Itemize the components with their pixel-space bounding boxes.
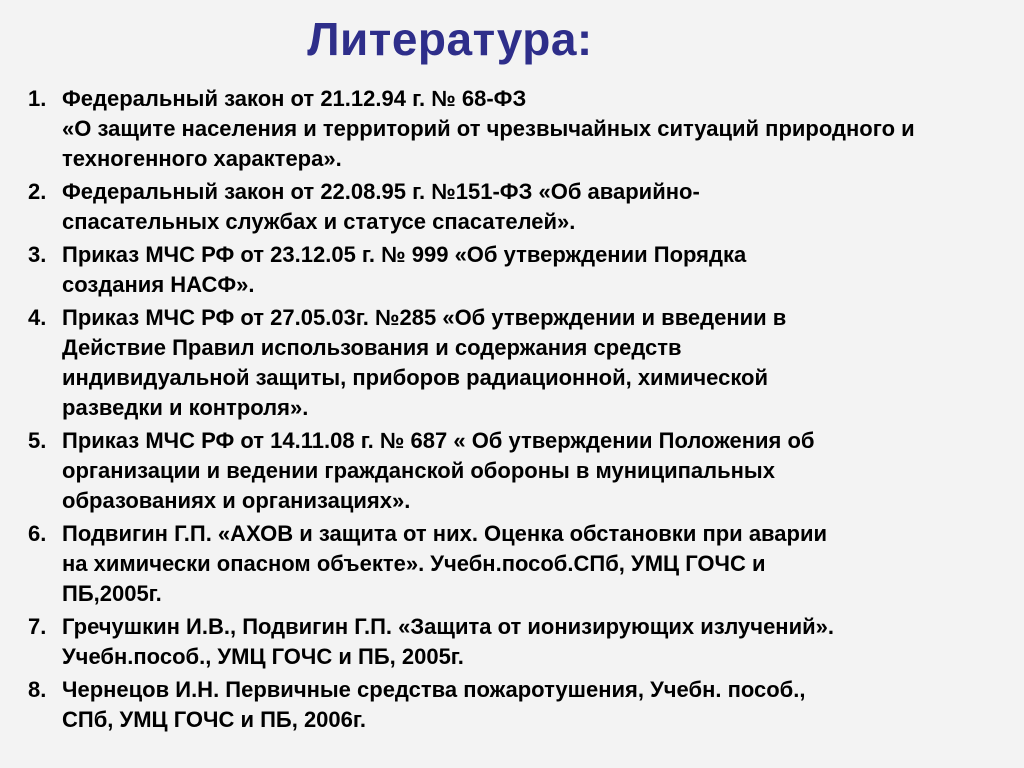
- item-text: Приказ МЧС РФ от 23.12.05 г. № 999 «Об утверждении Порядка создания НАСФ».: [62, 242, 747, 297]
- item-text: Подвигин Г.П. «АХОВ и защита от них. Оценка обстановки при аварии на химически опасном объекте». Учебн.пособ.СПб, УМЦ ГОЧС и ПБ,2005г.: [62, 521, 828, 606]
- list-item: [28, 84, 1013, 174]
- item-number: 5.: [28, 428, 47, 453]
- item-number: 1.: [28, 86, 47, 111]
- slide-title: Литература:: [307, 13, 593, 65]
- item-text: Федеральный закон от 22.08.95 г. №151-ФЗ «Об аварийно- спасательных службах и статусе спасателей».: [62, 179, 700, 234]
- item-number: 7.: [28, 614, 47, 639]
- item-number: 2.: [28, 179, 47, 204]
- item-text: Федеральный закон от 21.12.94 г. № 68-ФЗ «О защите населения и территорий от чрезвычайных ситуаций природного и техногенного характера».: [62, 86, 915, 171]
- list-item: [28, 675, 1013, 735]
- list-item: [28, 303, 1013, 423]
- item-number: 3.: [28, 242, 47, 267]
- list-item: [28, 519, 1013, 609]
- list-item: [28, 426, 1013, 516]
- item-text: Чернецов И.Н. Первичные средства пожаротушения, Учебн. пособ., СПб, УМЦ ГОЧС и ПБ, 2006г.: [62, 677, 806, 732]
- item-text: Гречушкин И.В., Подвигин Г.П. «Защита от ионизирующих излучений». Учебн.пособ., УМЦ ГОЧС и ПБ, 2005г.: [62, 614, 834, 669]
- item-text: Приказ МЧС РФ от 27.05.03г. №285 «Об утверждении и введении в Действие Правил использования и содержания средств индивидуальной защиты, приборов радиационной, химической разведки и контроля».: [62, 305, 787, 420]
- item-text: Приказ МЧС РФ от 14.11.08 г. № 687 « Об утверждении Положения об организации и ведении гражданской обороны в муниципальных образованиях и организациях».: [62, 428, 815, 513]
- item-number: 8.: [28, 677, 47, 702]
- literature-list: [28, 84, 1013, 738]
- item-number: 4.: [28, 305, 47, 330]
- item-number: 6.: [28, 521, 47, 546]
- list-item: [28, 240, 1013, 300]
- list-item: [28, 612, 1013, 672]
- list-item: [28, 177, 1013, 237]
